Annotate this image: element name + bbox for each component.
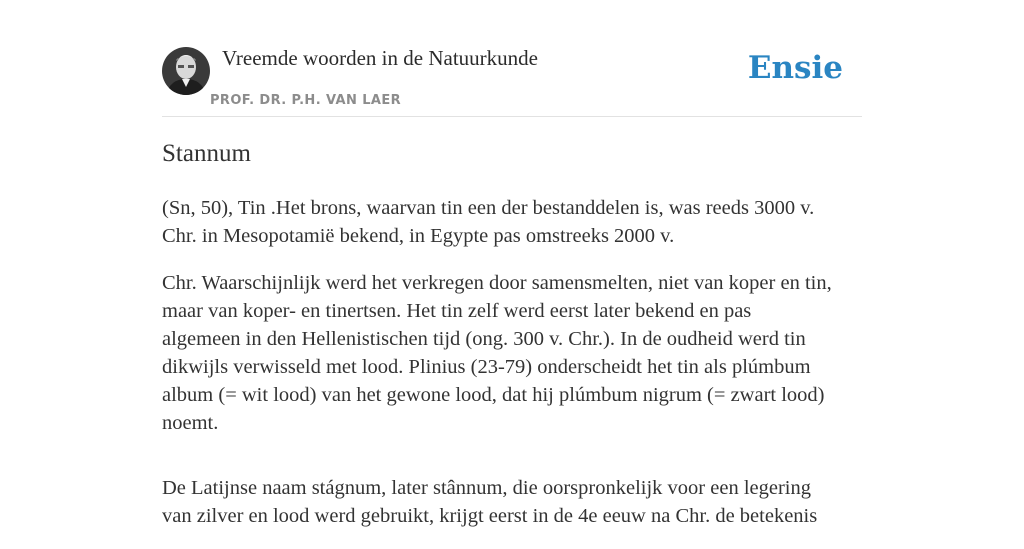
paragraph: Chr. Waarschijnlijk werd het verkregen door samensmelten, niet van koper en tin, maar van koper- en tinertsen. Het tin zelf werd eerst later bekend en pas algemeen in den Hellenistischen tijd (ong. 300 v. Chr.). In de oudheid werd tin dikwijls verwisseld met lood. Plinius (23-79) onderscheidt het tin als plúmbum album (= wit lood) van het gewone lood, dat hij plúmbum nigrum (= zwart lood) noemt.: [162, 272, 832, 434]
author-portrait-icon: [162, 47, 210, 95]
book-title[interactable]: Vreemde woorden in de Natuurkunde: [222, 46, 538, 70]
author-name[interactable]: PROF. DR. P.H. VAN LAER: [210, 93, 402, 108]
ensie-logo[interactable]: Ensie: [747, 50, 843, 86]
paragraph: De Latijnse naam stágnum, later stânnum, die oorspronkelijk voor een legering van zilver en lood werd gebruikt, krijgt eerst in de 4e eeuw na Chr. de betekenis: [162, 477, 818, 527]
article-header: [162, 0, 862, 117]
paragraph: (Sn, 50), Tin .Het brons, waarvan tin een der bestanddelen is, was reeds 3000 v. Chr. in Mesopotamië bekend, in Egypte pas omstreeks 2000 v.: [162, 197, 815, 247]
article-body: [162, 138, 862, 549]
entry-title: Stannum: [162, 140, 251, 167]
author-avatar[interactable]: [162, 47, 210, 95]
